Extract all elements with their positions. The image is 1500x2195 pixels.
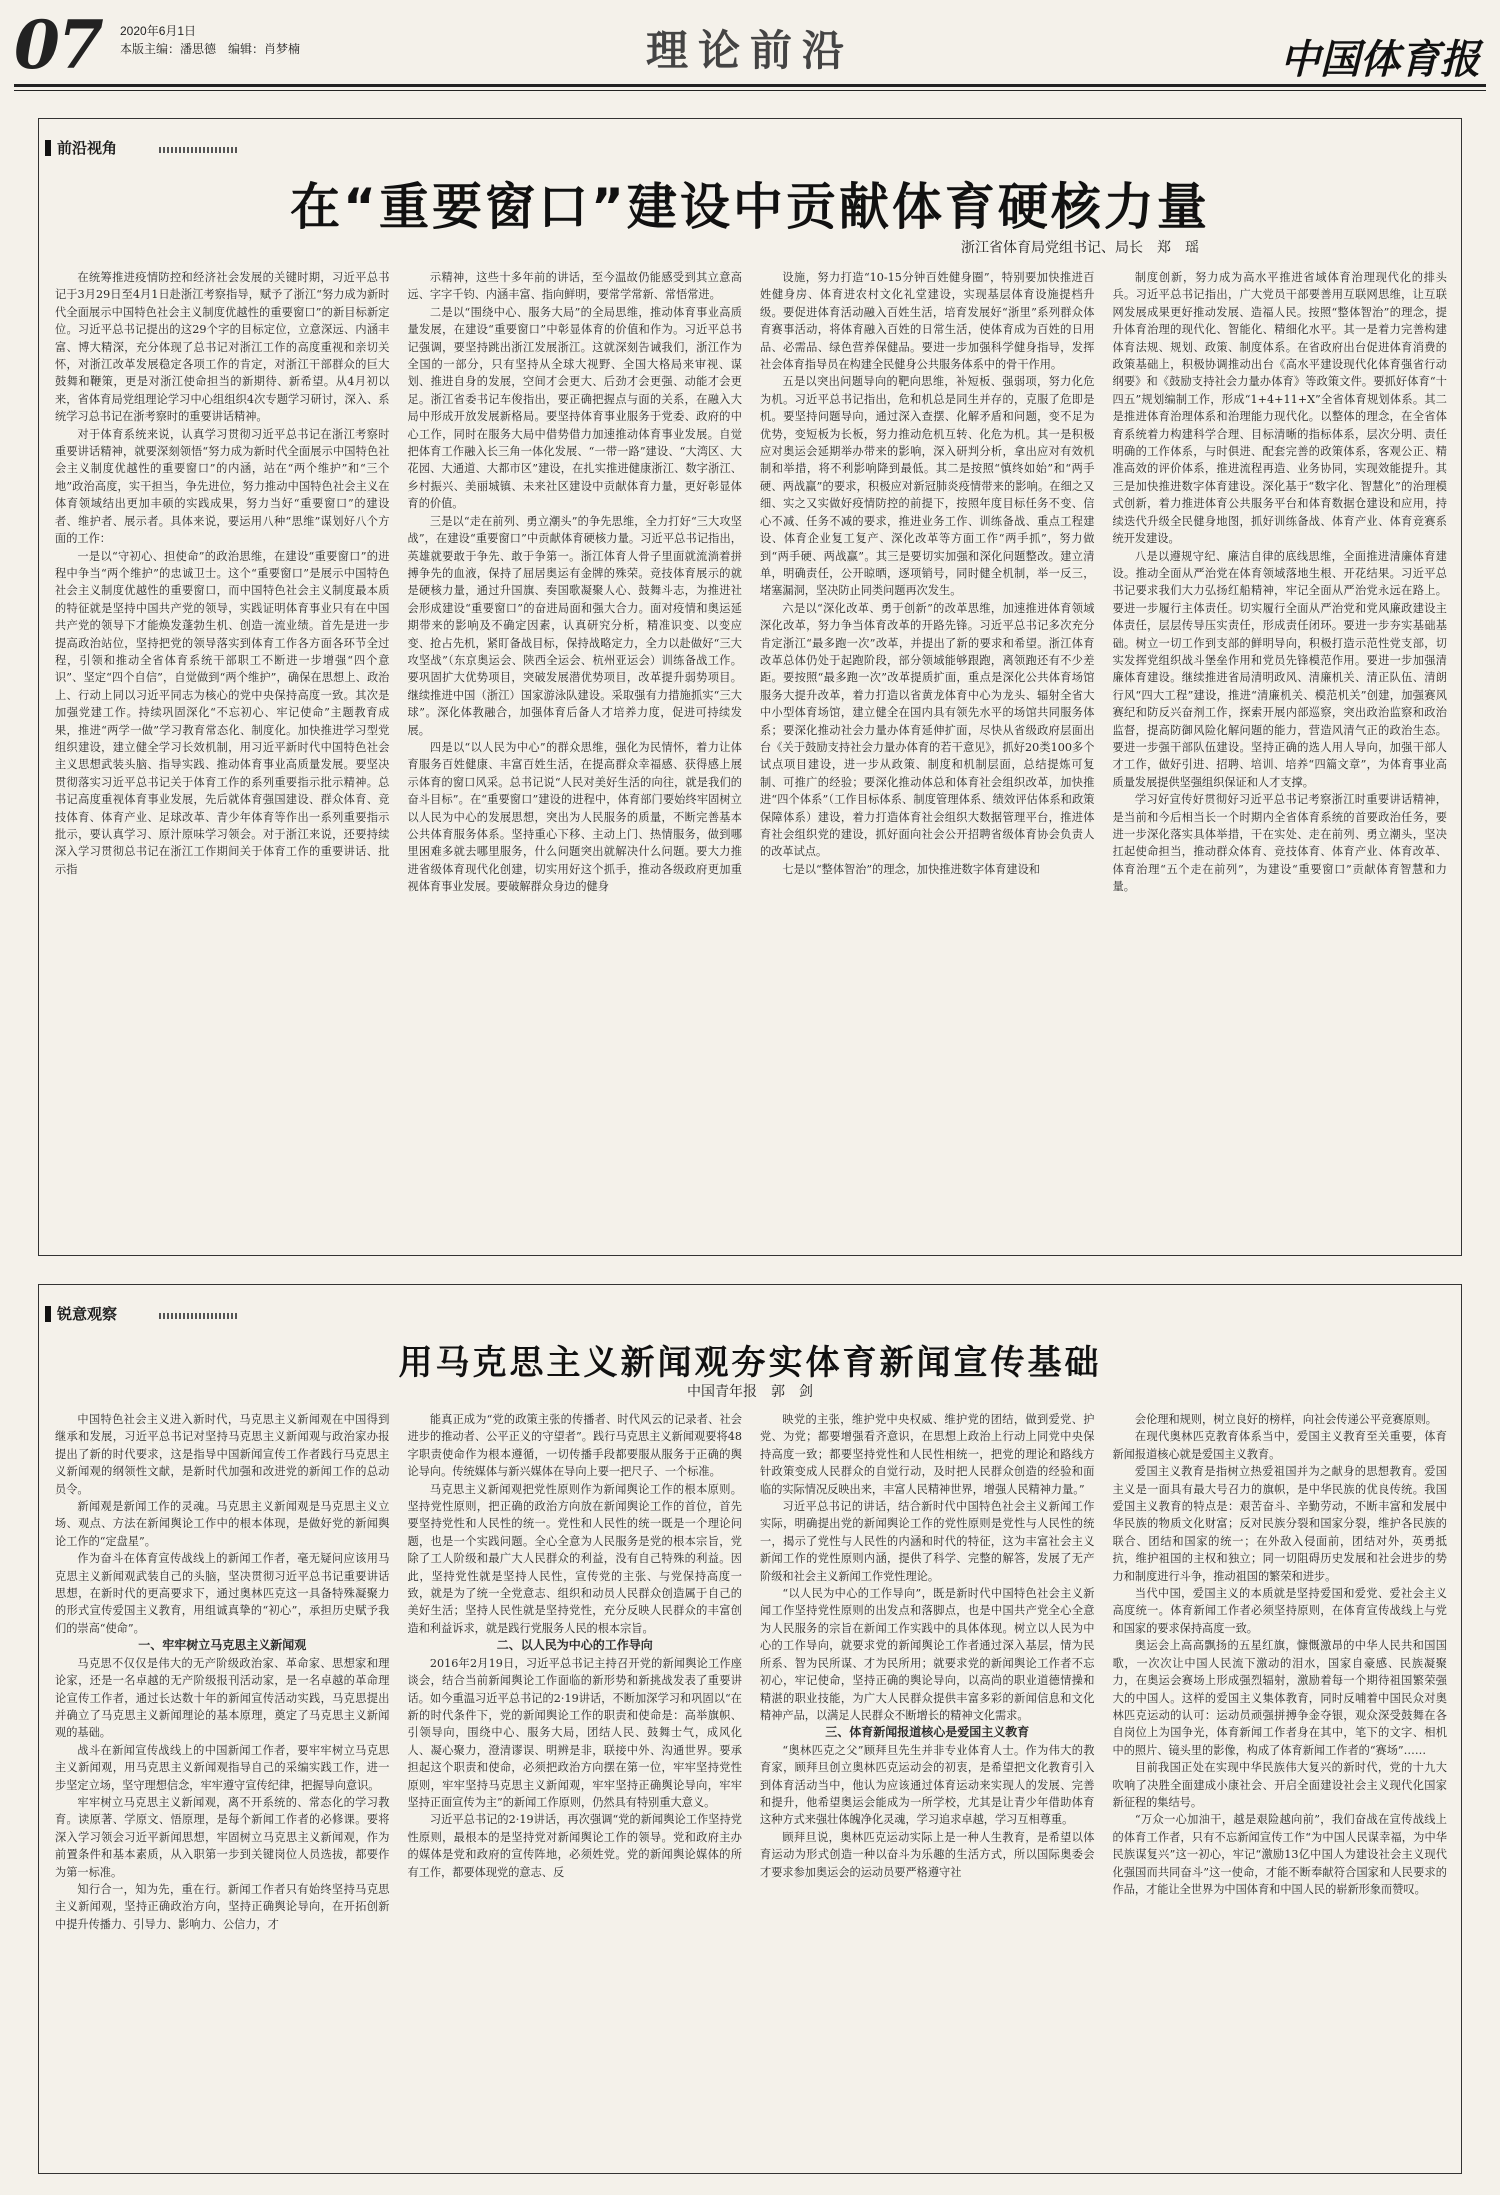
article-tag-label: 锐意观察: [57, 1306, 118, 1323]
section-subheading: 一、牢牢树立马克思主义新闻观: [138, 1638, 307, 1653]
paragraph: 示精神，这些十多年前的讲话，至今温故仍能感受到其立意高远、字字千钧、内涵丰富、指向鲜明，要常学常新、常悟常进。: [407, 271, 742, 302]
paragraph: 战斗在新闻宣传战线上的中国新闻工作者，要牢牢树立马克思主义新闻观，用马克思主义新闻观指导自己的采编实践工作，进一步坚定立场，坚守理想信念，牢牢遵守宣传纪律，把握导向意识。: [55, 1743, 390, 1792]
paragraph: 学习好宣传好贯彻好习近平总书记考察浙江时重要讲话精神，是当前和今后相当长一个时期内全省体育系统的首要政治任务，要进一步深化落实具体举措，干在实处、走在前列、勇立潮头，坚决扛起使命担当，推动群众体育、竞技体育、体育产业、体育改革、体育治理“五个走在前列”，为建设“重要窗口”贡献体育智慧和力量。: [1112, 793, 1447, 894]
paragraph: 能真正成为“党的政策主张的传播者、时代风云的记录者、社会进步的推动者、公平正义的守望者”。践行马克思主义新闻观要将48字职责使命作为根本遵循，一切传播手段都要服从服务于正确的舆论导向。传统媒体与新兴媒体在导向上要一把尺子、一个标准。: [407, 1413, 742, 1479]
tag-divider: [159, 147, 237, 153]
paragraph: 七是以“整体智治”的理念，加快推进数字体育建设和: [782, 862, 1040, 876]
paragraph: 目前我国正处在实现中华民族伟大复兴的新时代，党的十九大吹响了决胜全面建成小康社会、开启全面建设社会主义现代化国家新征程的集结号。: [1112, 1761, 1447, 1809]
tag-marker-icon: [45, 1306, 51, 1322]
article-frontier: [38, 118, 1462, 1256]
article-headline: 用马克思主义新闻观夯实体育新闻宣传基础: [398, 1343, 1102, 1383]
paragraph: 新闻观是新闻工作的灵魂。马克思主义新闻观是马克思主义立场、观点、方法在新闻舆论工作中的根本体现，是做好党的新闻舆论工作的“定盘星”。: [55, 1500, 390, 1548]
paragraph: 爱国主义教育是指树立热爱祖国并为之献身的思想教育。爱国主义是一面具有最大号召力的旗帜，是中华民族的优良传统。我国爱国主义教育的特点是：艰苦奋斗、辛勤劳动，不断丰富和发展中华民族的物质文化财富；反对民族分裂和国家分裂，维护各民族的联合、团结和国家的统一；在外敌入侵面前，团结对外，英勇抵抗，维护祖国的主权和独立；同一切阻碍历史发展和社会进步的势力和制度进行斗争，推动祖国的繁荣和进步。: [1112, 1465, 1447, 1583]
paragraph: “以人民为中心的工作导向”，既是新时代中国特色社会主义新闻工作坚持党性原则的出发点和落脚点，也是中国共产党全心全意为人民服务的宗旨在新闻工作实践中的具体体现。树立以人民为中心的工作导向，就要求党的新闻舆论工作者通过深入基层，情为民所系、智为民所谋、才为民所用；就要求党的新闻舆论工作者不忘初心，牢记使命，坚持正确的舆论导向，以高尚的职业道德情操和精湛的职业技能，为广大人民群众提供丰富多彩的新闻信息和文化精神产品，以满足人民群众不断增长的精神文化需求。: [760, 1587, 1095, 1722]
article-tag-label: 前沿视角: [57, 140, 118, 157]
body-column: [55, 1411, 390, 2163]
article-byline: 中国青年报 郭 剑: [687, 1383, 813, 1399]
paragraph: 作为奋斗在体育宣传战线上的新闻工作者，毫无疑问应该用马克思主义新闻观武装自己的头脑，坚决贯彻习近平总书记重要讲话思想，在新时代的更高要求下，通过奥林匹克这一具备特殊凝聚力的形式宣传爱国主义教育，用组诚真挚的“初心”，承担历史赋予我们的崇高“使命”。: [55, 1552, 390, 1635]
masthead-rule: [14, 84, 1486, 87]
paragraph: 四是以“以人民为中心”的群众思维，强化为民情怀，着力让体育服务百姓健康、丰富百姓生活，在提高群众幸福感、获得感上展示体育的窗口风采。总书记说“人民对美好生活的向往，就是我们的奋斗目标”。在“重要窗口”建设的进程中，体育部门要始终牢固树立以人民为中心的发展思想，突出为人民服务的质量，不断完善基本公共体育服务体系。坚持重心下移、主动上门、热情服务，做到哪里困难多就去哪里服务，什么问题突出就解决什么问题。要大力推进省级体育现代化创建，切实用好这个抓手，推动各级政府更加重视体育事业发展。要破解群众身边的健身: [407, 740, 742, 894]
paragraph: 会伦理和规则，树立良好的榜样，向社会传递公平竞赛原则。: [1134, 1413, 1437, 1426]
body-column: [408, 1411, 743, 2163]
section-subheading: 三、体育新闻报道核心是爱国主义教育: [825, 1725, 1030, 1740]
tag-divider: [159, 1313, 237, 1319]
paragraph: 奥运会上高高飘扬的五星红旗，慷慨激昂的中华人民共和国国歌，一次次让中国人民流下激动的泪水，国家自豪感、民族凝聚力，在奥运会赛场上形成强烈辐射，激励着每一个期待祖国繁荣强大的中国人。这样的爱国主义集体教育，同时反哺着中国民众对奥林匹克运动的认可：运动员顽强拼搏争金夺银，观众深受鼓舞在各自岗位上为国争光，体育新闻工作者身在其中，笔下的文字、相机中的照片、镜头里的影像，构成了体育新闻工作者的“赛场”……: [1112, 1639, 1447, 1757]
masthead: [0, 0, 1500, 96]
paragraph: 顾拜旦说，奥林匹克运动实际上是一种人生教育，是希望以体育运动为形式创造一种以奋斗为乐趣的生活方式，所以国际奥委会才要求参加奥运会的运动员要严格遵守社: [760, 1830, 1095, 1879]
article-body: [55, 1411, 1447, 2163]
section-title: 理论前沿: [645, 26, 854, 75]
body-column: [1113, 269, 1448, 1241]
paragraph: 三是以“走在前列、勇立潮头”的争先思维，全力打好“三大攻坚战”，在建设“重要窗口”中贡献体育硬核力量。习近平总书记指出，英雄就要敢于争先、敢于争第一。浙江体育人骨子里面就流淌着拼搏争先的血液，保持了屈居奥运有金牌的殊荣。竞技体育展示的就是硬核力量，通过升国旗、奏国歌凝聚人心、鼓舞斗志，为推进社会形成建设“重要窗口”的奋进局面和强大合力。面对疫情和奥运延期带来的影响及不确定因素，认真研究分析，精准识变、以变应变、抢占先机，紧盯备战目标，保持战略定力，全力以赴做好“三大攻坚战”（东京奥运会、陕西全运会、杭州亚运会）训练备战工作。要巩固扩大优势项目，突破发展潜优势项目，改革提升弱势项目。继续推进中国（浙江）国家游泳队建设。采取强有力措施抓实“三大球”。深化体教融合，加强体育后备人才培养力度，促进可持续发展。: [407, 514, 742, 737]
article-tag: [39, 1303, 117, 1324]
paragraph: 五是以突出问题导向的靶向思维，补短板、强弱项，努力化危为机。习近平总书记指出，危和机总是同生并存的，克服了危即是机。要坚持问题导向，通过深入查摆、化解矛盾和问题，变不足为优势，变短板为长板，努力推动危机互转、化危为机。其一是积极应对奥运会延期举办带来的影响，深入研判分析，拿出应对有效机制和举措，将不利影响降到最低。其二是按照“慎终如始”和“两手硬、两战赢”的要求，积极应对新冠肺炎疫情带来的影响。在细之又细、实之又实做好疫情防控的前提下，按照年度目标任务不变、信心不减、任务不减的要求，推进业务工作、训练备战、重点工程建设、体育企业复工复产、深化改革等方面工作“两手抓”，努力做到“两手硬、两战赢”。其三是要切实加强和深化问题整改。建立清单，明确责任，公开晾晒，逐项销号，同时健全机制，举一反三，堵塞漏洞，坚决防止同类问题再次发生。: [760, 375, 1095, 598]
body-column: [1113, 1411, 1448, 2163]
paragraph: 在统筹推进疫情防控和经济社会发展的关键时期，习近平总书记于3月29日至4月1日赴浙江考察指导，赋予了浙江“努力成为新时代全面展示中国特色社会主义制度优越性的重要窗口”的新目标新定位。习近平总书记提出的这29个字的目标定位，立意深远、内涵丰富、博大精深，充分体现了总书记对浙江工作的高度重视和亲切关怀，对浙江改革发展稳定各项工作的肯定，对浙江干部群众的巨大鼓舞和鞭策，更是对浙江使命担当的新期待、新希望。从4月初以来，省体育局党组理论学习中心组组织4次专题学习研讨，深入、系统学习总书记在浙考察时的重要讲话精神。: [55, 271, 390, 424]
issue-date: 2020年6月1日: [120, 24, 197, 38]
paragraph: 中国特色社会主义进入新时代，马克思主义新闻观在中国得到继承和发展，习近平总书记对坚持马克思主义新闻观与政治家办报提出了新的时代要求，这是指导中国新闻宣传工作者践行马克思主义新闻观的纲领性文献，是新时代加强和改进党的新闻工作的总动员令。: [55, 1413, 390, 1496]
article-byline: 浙江省体育局党组书记、局长 郑 瑶: [961, 239, 1199, 255]
paragraph: 六是以“深化改革、勇于创新”的改革思维，加速推进体育领域深化改革，努力争当体育改革的开路先锋。习近平总书记多次充分肯定浙江“最多跑一次”改革，并提出了新的要求和希望。浙江体育改革总体仍处于起跑阶段，部分领域能够跟跑，离领跑还有不少差距。要按照“最多跑一次”改革提质扩面，重点是深化公共体育场馆服务大提升改革，着力打造以省黄龙体育中心为龙头、辐射全省大中小型体育场馆，建立健全在国内具有领先水平的场馆共同服务体系；要深化推动社会力量办体育延伸扩面，尽快从省级政府层面出台《关于鼓励支持社会力量办体育的若干意见》，抓好20类100多个试点项目建设，进一步从政策、制度和机制层面，总结提炼可复制、可推广的经验；要深化推动体总和体育社会组织改革，加快推进“四个体系”（工作目标体系、制度管理体系、绩效评估体系和政策保障体系）建设，着力打造体育社会组织大数据管理平台，推进体育社会组织党的建设，抓好面向社会公开招聘省级体育协会负责人的改革试点。: [760, 601, 1095, 859]
paragraph: 马克思主义新闻观把党性原则作为新闻舆论工作的根本原则。坚持党性原则，把正确的政治方向放在新闻舆论工作的首位，首先要坚持党性和人民性的统一。党性和人民性的统一既是一个理论问题，也是一个实践问题。全心全意为人民服务是党的根本宗旨，党除了工人阶级和最广大人民群众的利益，没有自己特殊的利益。因此，坚持党性就是坚持人民性，宣传党的主张、与党保持高度一致，就是为了统一全党意志、组织和动员人民群众创造属于自己的美好生活；坚持人民性就是坚持党性，充分反映人民群众的丰富创造和利益诉求，就是践行党服务人民的根本宗旨。: [407, 1482, 742, 1635]
article-observation: [38, 1284, 1462, 2174]
paragraph: 一是以“守初心、担使命”的政治思维，在建设“重要窗口”的进程中争当“两个维护”的忠诚卫士。这个“重要窗口”是展示中国特色社会主义制度优越性的重要窗口，而中国特色社会主义制度最本质的特征就是坚持中国共产党的领导，实践证明体育事业只有在中国共产党的领导下才能焕发蓬勃生机、创造一流业绩。首先是进一步提高政治站位，坚持把党的领导落实到体育工作各方面各环节全过程，引领和推动全省体育系统干部职工不断进一步增强“四个意识”、坚定“四个自信”，自觉做到“两个维护”，确保在思想上、政治上、行动上同以习近平同志为核心的党中央保持高度一致。其次是加强党建工作。持续巩固深化“不忘初心、牢记使命”主题教育成果，推进“两学一做”学习教育常态化、制度化。加快推进学习型党组织建设，建立健全学习长效机制，用习近平新时代中国特色社会主义思想武装头脑、指导实践、推动体育事业高质量发展。要坚决贯彻落实习近平总书记关于体育工作的系列重要指示批示精神。总书记高度重视体育事业发展，先后就体育强国建设、群众体育、竞技体育、体育产业、足球改革、青少年体育等作出一系列重要指示批示，要认真学习、原汁原味学习领会。对于浙江来说，还要持续深入学习贯彻总书记在浙江工作期间关于体育工作的重要讲话、批示指: [55, 549, 390, 876]
section-subheading: 二、以人民为中心的工作导向: [496, 1638, 653, 1653]
masthead-rule-thin: [14, 90, 1486, 91]
paragraph: 知行合一，知为先，重在行。新闻工作者只有始终坚持马克思主义新闻观，坚持正确政治方向，坚持正确舆论导向，在开拓创新中提升传播力、引导力、影响力、公信力，才: [55, 1882, 390, 1931]
page-number: 07: [14, 6, 102, 84]
body-column: [760, 269, 1095, 1241]
article-tag: [39, 137, 117, 158]
paragraph: 八是以遵规守纪、廉洁自律的底线思维，全面推进清廉体育建设。推动全面从严治党在体育领域落地生根、开花结果。习近平总书记要求我们大力弘扬红船精神，牢记全面从严治党永远在路上。要进一步履行主体责任。切实履行全面从严治党和党风廉政建设主体责任，层层传导压实责任，形成责任闭环。要进一步夯实基础基础。树立一切工作到支部的鲜明导向，积极打造示范性党支部，切实发挥党组织战斗堡垒作用和党员先锋模范作用。要进一步加强清廉体育建设。继续推进省局清明政风、清廉机关、清正队伍、清朗行风“四大工程”建设，推进“清廉机关、模范机关”创建，加强赛风赛纪和防反兴奋剂工作，探索开展内部巡察，突出政治监察和政治监督，提高防御风险化解问题的能力，营造风清气正的政治生态。要进一步强干部队伍建设。坚持正确的选人用人导向，加强干部人才工作，做好引进、招聘、培训、培养“四篇文章”，为体育事业高质量发展提供坚强组织保证和人才支撑。: [1112, 549, 1447, 789]
paragraph: “万众一心加油干，越是艰险越向前”，我们奋战在宣传战线上的体育工作者，只有不忘新闻宣传工作“为中国人民谋幸福，为中华民族谋复兴”这一初心，牢记“激励13亿中国人为建设社会主义现代化强国而共同奋斗”这一使命，才能不断奉献符合国家和人民要求的作品，才能让全世界为中国体育和中国人民的崭新形象而赞叹。: [1112, 1813, 1447, 1896]
paragraph: 映党的主张，维护党中央权威、维护党的团结，做到爱党、护党、为党；都要增强看齐意识，在思想上政治上行动上同党中央保持高度一致；都要坚持党性和人民性相统一，把党的理论和路线方针政策变成人民群众的自觉行动，及时把人民群众创造的经验和面临的实际情况反映出来，丰富人民精神世界，增强人民精神力量。”: [760, 1413, 1095, 1496]
body-column: [760, 1411, 1095, 2163]
editors-line: 本版主编：潘思德 编辑：肖梦楠: [120, 42, 301, 56]
body-column: [408, 269, 743, 1241]
paragraph: 对于体育系统来说，认真学习贯彻习近平总书记在浙江考察时重要讲话精神，就要深刻领悟“努力成为新时代全面展示中国特色社会主义制度优越性的重要窗口”的内涵，站在“两个维护”和“三个地”政治高度，实干担当，争先进位，努力推动中国特色社会主义在体育领域结出更加丰硕的实践成果，努力当好“重要窗口”的建设者、维护者、展示者。具体来说，要运用八种“思维”谋划好八个方面的工作：: [55, 427, 390, 546]
tag-marker-icon: [45, 140, 51, 156]
paragraph: 2016年2月19日，习近平总书记主持召开党的新闻舆论工作座谈会，结合当前新闻舆论工作面临的新形势和新挑战发表了重要讲话。如今重温习近平总书记的2·19讲话，不断加深学习和巩固以“在新的时代条件下，党的新闻舆论工作的职责和使命是：高举旗帜、引领导向，围绕中心、服务大局，团结人民、鼓舞士气，成风化人、凝心聚力，澄清谬误、明辨是非，联接中外、沟通世界。要承担起这个职责和使命，必须把政治方向摆在第一位，牢牢坚持党性原则，牢牢坚持马克思主义新闻观，牢牢坚持正确舆论导向，牢牢坚持正面宣传为主”的新闻工作原则，仍然具有特别重大意义。: [407, 1656, 742, 1809]
paragraph: 设施，努力打造“10-15分钟百姓健身圈”，特别要加快推进百姓健身房、体育进农村文化礼堂建设，实现基层体育设施提档升级。要促进体育活动融入百姓生活，培育发展好“浙里”系列群众体育赛事活动，将体育融入百姓的日常生活，使体育成为百姓的日用品、必需品、绿色营养保健品。要进一步加强科学健身指导，发挥社会体育指导员在构建全民健身公共服务体系中的骨干作用。: [760, 271, 1095, 372]
paragraph: 二是以“围绕中心、服务大局”的全局思维，推动体育事业高质量发展，在建设“重要窗口”中彰显体育的价值和作为。习近平总书记强调，要坚持跳出浙江发展浙江。这就深刻告诫我们，浙江作为全国的一部分，只有坚持从全球大视野、全国大格局来审视、谋划、推进自身的发展，空间才会更大、后劲才会更强、动能才会更足。浙江省委书记车俊指出，要正确把握点与面的关系，在融入大局中形成开放发展新格局。要坚持体育事业服务于党委、政府的中心工作，同时在服务大局中借势借力加速推动体育事业发展。自觉把体育工作融入长三角一体化发展、“一带一路”建设、“大湾区、大花园、大通道、大都市区”建设，在扎实推进健康浙江、数字浙江、乡村振兴、美丽城镇、未来社区建设中贡献体育力量，更好彰显体育的价值。: [407, 305, 742, 511]
paragraph: 马克思不仅仅是伟大的无产阶级政治家、革命家、思想家和理论家，还是一名卓越的无产阶级报刊活动家，是一名卓越的革命理论宣传工作者，通过长达数十年的新闻宣传活动实践，马克思提出并确立了马克思主义新闻理论的基本原理，奠定了马克思主义新闻观的基础。: [55, 1656, 390, 1740]
paragraph: 制度创新，努力成为高水平推进省域体育治理现代化的排头兵。习近平总书记指出，广大党员干部要善用互联网思维，让互联网发展成果更好推动发展、造福人民。按照“整体智治”的理念，提升体育治理的现代化、智能化、精细化水平。其一是着力完善构建体育法规、规划、政策、制度体系。在省政府出台促进体育消费的政策基础上，积极协调推动出台《高水平建设现代化体育强省行动纲要》和《鼓励支持社会力量办体育》等政策文件。要抓好体育“十四五”规划编制工作，形成“1+4+11+X”全省体育规划体系。其二是推进体育治理体系和治理能力现代化。以整体的理念，在全省体育系统着力构建科学合理、目标清晰的指标体系，层次分明、责任明确的工作体系，与时俱进、配套完善的政策体系，客观公正、精准高效的评价体系，推进流程再造、业务协同，实现效能提升。其三是加快推进数字体育建设。深化基于“数字化、智慧化”的治理模式创新，着力推进体育公共服务平台和体育数据仓建设和应用，持续迭代升级全民健身地图，抓好训练备战、体育产业、体育竞赛系统开发建设。: [1112, 271, 1447, 546]
paragraph: “奥林匹克之父”顾拜旦先生并非专业体育人士。作为伟大的教育家，顾拜旦创立奥林匹克运动会的初衷，是希望把文化教育引入到体育活动当中，他认为应该通过体育运动来实现人的发展、完善和提升，他希望奥运会能成为一所学校，尤其是让青少年借助体育这种方式来强壮体魄净化灵魂，学习追求卓越，学习互相尊重。: [760, 1743, 1095, 1827]
paragraph: 习近平总书记的2·19讲话，再次强调“党的新闻舆论工作坚持党性原则，最根本的是坚持党对新闻舆论工作的领导。党和政府主办的媒体是党和政府的宣传阵地，必须姓党。党的新闻舆论媒体的所有工作，都要体现党的意志、反: [407, 1813, 742, 1879]
paragraph: 在现代奥林匹克教育体系当中，爱国主义教育至关重要，体育新闻报道核心就是爱国主义教育。: [1112, 1430, 1447, 1461]
paragraph: 牢牢树立马克思主义新闻观，离不开系统的、常态化的学习教育。读原著、学原文、悟原理，是每个新闻工作者的必修课。要将深入学习领会习近平新闻思想，牢固树立马克思主义新闻观，作为前置条件和基本素质，从入职第一步到关键岗位人员选拔，都要作为第一标准。: [55, 1795, 390, 1879]
article-body: [55, 269, 1447, 1241]
paragraph: 习近平总书记的讲话，结合新时代中国特色社会主义新闻工作实际，明确提出党的新闻舆论工作的党性原则是党性与人民性的统一，揭示了党性与人民性的内涵和时代的特征，这为丰富社会主义新闻工作的党性原则内涵，提供了科学、完整的解答，发展了无产阶级和社会主义新闻工作党性理论。: [760, 1500, 1095, 1583]
article-headline: 在“重要窗口”建设中贡献体育硬核力量: [290, 178, 1210, 236]
paragraph: 当代中国，爱国主义的本质就是坚持爱国和爱党、爱社会主义高度统一。体育新闻工作者必须坚持原则，在体育宣传战线上与党和国家的要求保持高度一致。: [1112, 1587, 1447, 1635]
body-column: [55, 269, 390, 1241]
newspaper-logo: 中国体育报: [1280, 36, 1480, 83]
